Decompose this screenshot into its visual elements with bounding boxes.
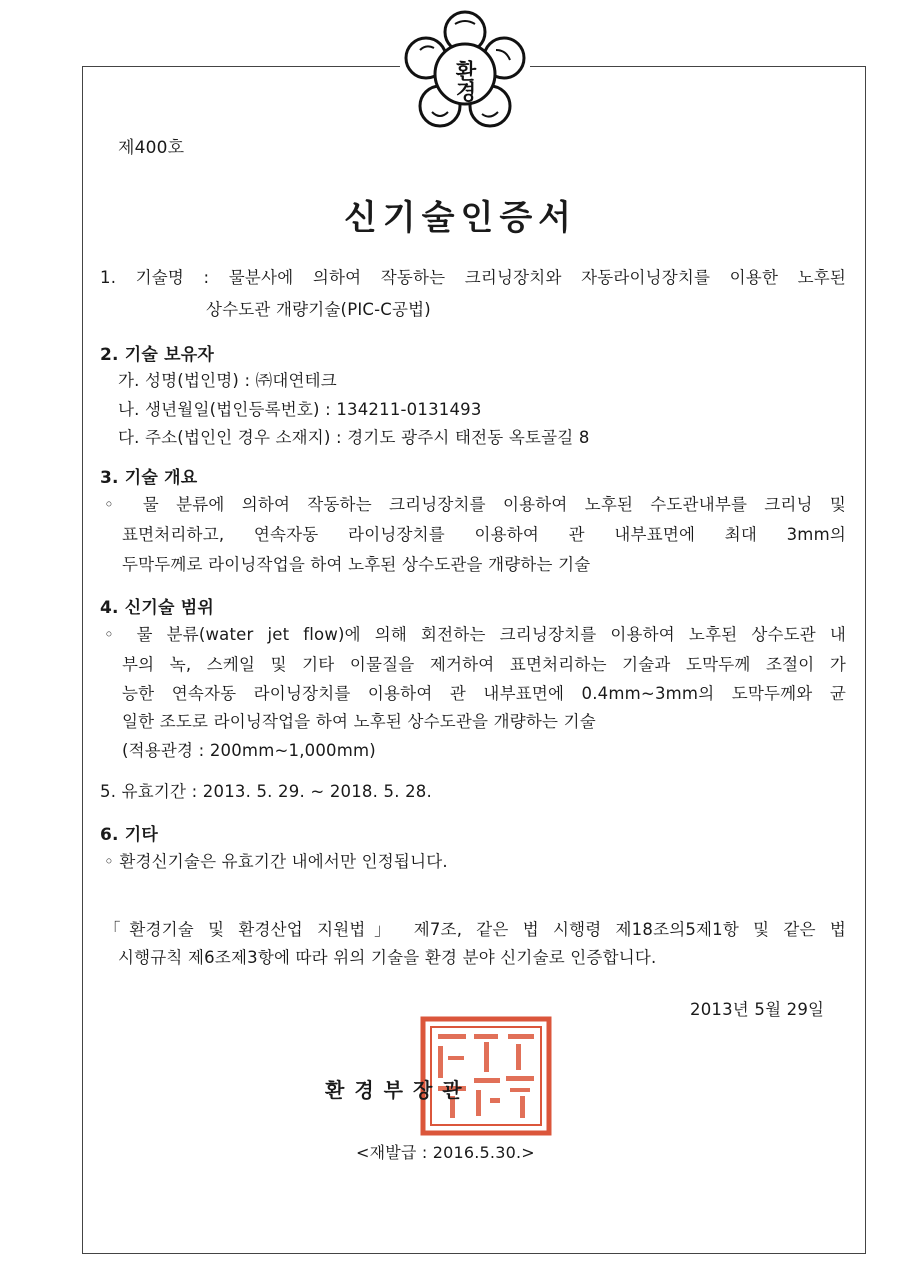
issue-date: 2013년 5월 29일 [690, 1000, 825, 1019]
tech-name-line2: 상수도관 개량기술(PIC-C공법) [206, 300, 431, 319]
statement-line2: 시행규칙 제6조제3항에 따라 위의 기술을 환경 분야 신기술로 인증합니다. [118, 948, 657, 967]
validity-period: 5. 유효기간 : 2013. 5. 29. ~ 2018. 5. 28. [100, 782, 432, 801]
scope-line2: 부의 녹, 스케일 및 기타 이물질을 제거하여 표면처리하는 기술과 도막두께 조절이 가 [122, 655, 846, 674]
issuer-title: 환경부장관 [325, 1078, 472, 1102]
overview-line3: 두막두께로 라이닝작업을 하여 노후된 상수도관을 개량하는 기술 [122, 555, 591, 574]
scope-line5: (적용관경 : 200mm~1,000mm) [122, 741, 376, 760]
environment-emblem [400, 8, 530, 138]
reissue-note: <재발급 : 2016.5.30.> [356, 1143, 535, 1162]
certificate-title: 신기술인증서 [343, 198, 578, 238]
holder-address: 다. 주소(법인인 경우 소재지) : 경기도 광주시 태전동 옥토골길 8 [118, 428, 590, 447]
statement-line1: 「환경기술 및 환경산업 지원법」 제7조, 같은 법 시행령 제18조의5제1항 및 같은 법 [104, 920, 846, 939]
scope-heading: 4. 신기술 범위 [100, 598, 215, 618]
overview-line1: ◦ 물 분류에 의하여 작동하는 크리닝장치를 이용하여 노후된 수도관내부를 크리닝 및 [104, 495, 846, 514]
overview-line2: 표면처리하고, 연속자동 라이닝장치를 이용하여 관 내부표면에 최대 3mm의 [122, 525, 846, 544]
holder-heading: 2. 기술 보유자 [100, 345, 215, 365]
other-line1: ◦ 환경신기술은 유효기간 내에서만 인정됩니다. [104, 852, 448, 871]
overview-heading: 3. 기술 개요 [100, 468, 198, 488]
tech-name-line1: 1. 기술명 : 물분사에 의하여 작동하는 크리닝장치와 자동라이닝장치를 이용한 노후된 [100, 268, 846, 287]
other-heading: 6. 기타 [100, 825, 159, 845]
scope-line1: ◦ 물 분류(water jet flow)에 의해 회전하는 크리닝장치를 이용하여 노후된 상수도관 내 [104, 625, 846, 644]
scope-line3: 능한 연속자동 라이닝장치를 이용하여 관 내부표면에 0.4mm~3mm의 도막두께와 균 [122, 684, 846, 703]
emblem-text: 환경 [453, 60, 477, 102]
holder-name: 가. 성명(법인명) : ㈜대연테크 [118, 371, 337, 390]
certificate-number: 제400호 [118, 138, 185, 158]
holder-reg-number: 나. 생년월일(법인등록번호) : 134211-0131493 [118, 400, 482, 419]
scope-line4: 일한 조도로 라이닝작업을 하여 노후된 상수도관을 개량하는 기술 [122, 712, 596, 731]
